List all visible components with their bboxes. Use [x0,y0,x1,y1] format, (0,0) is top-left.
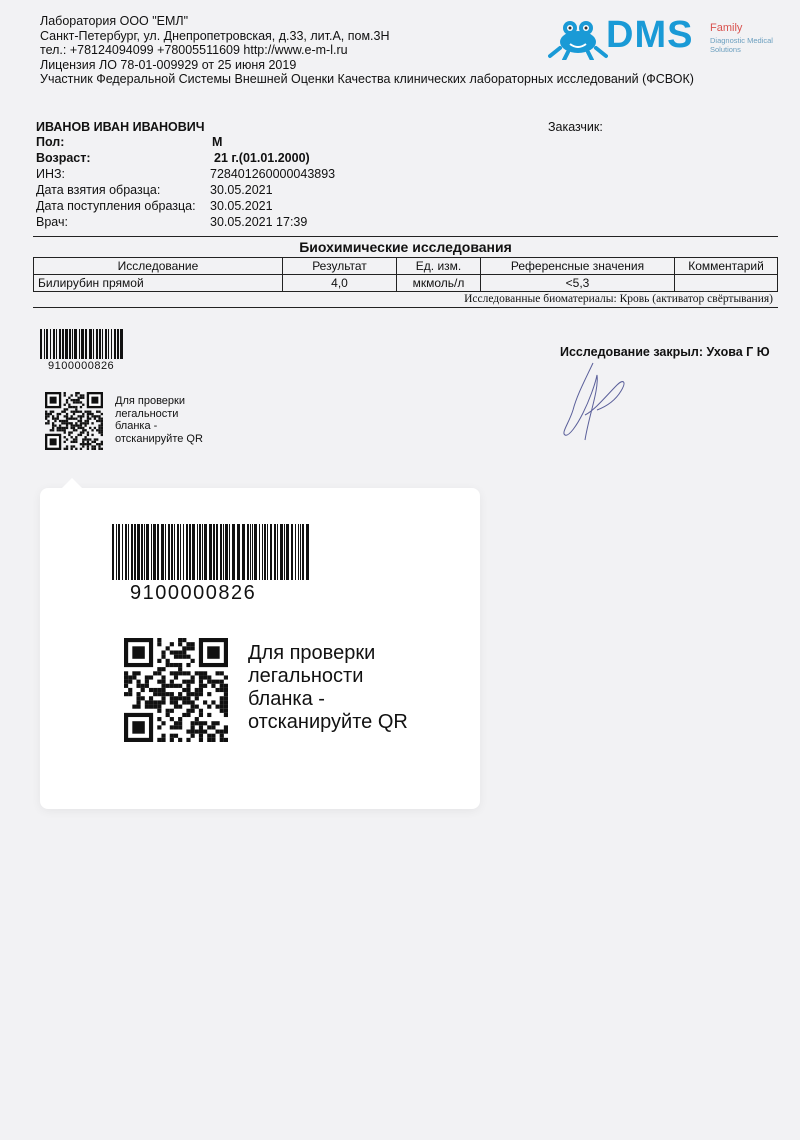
cell-result: 4,0 [283,275,397,292]
qr-hint-line: отсканируйте QR [115,432,203,445]
signature-icon [555,355,645,450]
qr-hint-line: бланка - [248,688,325,710]
col-comment: Комментарий [675,258,778,275]
inz-value: 728401260000043893 [210,167,336,181]
qr-hint [248,642,408,734]
lab-contacts: тел.: +78124094099 +78005511609 http://www.e-m-l.ru [40,43,348,58]
divider [33,307,778,308]
lab-name: Лаборатория ООО "ЕМЛ" [40,14,189,28]
col-test: Исследование [34,258,283,275]
qr-code-icon[interactable] [122,638,230,742]
sex-label: Пол: [36,135,65,149]
qr-hint-line: Для проверки [115,395,185,407]
table-header-row [34,258,778,275]
section-title: Биохимические исследования [299,239,512,255]
barcode-number: 9100000826 [48,360,115,372]
logo-family: Family [710,22,743,34]
table-row [34,275,778,292]
doctor-value: 30.05.2021 17:39 [210,215,308,229]
barcode-icon [40,329,126,359]
qr-zoom-popup [40,488,480,809]
cell-reference: <5,3 [481,275,675,292]
frog-icon [548,16,608,60]
qr-hint-line: легальности [115,407,179,420]
age-value: 21 г.(01.01.2000) [214,151,310,165]
age-label: Возраст: [36,151,91,165]
dms-logo [548,16,788,62]
lab-address: Санкт-Петербург, ул. Днепропетровская, д.33, лит.А, пом.3Н [40,28,390,43]
sample-received-value: 30.05.2021 [210,199,273,213]
customer-label: Заказчик: [548,120,603,134]
sample-received-label: Дата поступления образца: [36,199,196,213]
logo-brand: DMS [606,14,694,56]
qr-hint-line: легальности [248,665,364,687]
sample-taken-value: 30.05.2021 [210,183,273,197]
patient-name: ИВАНОВ ИВАН ИВАНОВИЧ [36,120,205,134]
qr-hint [115,395,203,445]
qr-hint-line: бланка - [115,420,158,432]
cell-unit: мкмоль/л [397,275,481,292]
logo-subtitle: Diagnostic Medical Solutions [710,36,773,54]
sex-value: М [212,135,223,149]
cell-comment [675,275,778,292]
col-result: Результат [283,258,397,275]
closed-by: Исследование закрыл: Ухова Г Ю [560,345,770,359]
qr-code-icon[interactable] [45,392,103,450]
popup-pointer [62,478,82,488]
biomaterial-note: Исследованные биоматериалы: Кровь (активатор свёртывания) [464,293,773,305]
barcode-icon [112,524,312,580]
lab-fsvok: Участник Федеральной Системы Внешней Оценки Качества клинических лабораторных исследований (ФСВОК) [40,72,694,87]
qr-hint-line: Для проверки [248,642,376,664]
cell-test: Билирубин прямой [34,275,283,292]
doctor-label: Врач: [36,215,68,229]
col-unit: Ед. изм. [397,258,481,275]
inz-label: ИНЗ: [36,167,66,181]
barcode-number: 9100000826 [130,582,257,604]
col-reference: Референсные значения [481,258,675,275]
sample-taken-label: Дата взятия образца: [36,183,161,197]
qr-hint-line: отсканируйте QR [248,711,408,733]
divider [33,236,778,237]
lab-license: Лицензия ЛО 78-01-009929 от 25 июня 2019 [40,57,297,72]
results-table [33,257,778,292]
